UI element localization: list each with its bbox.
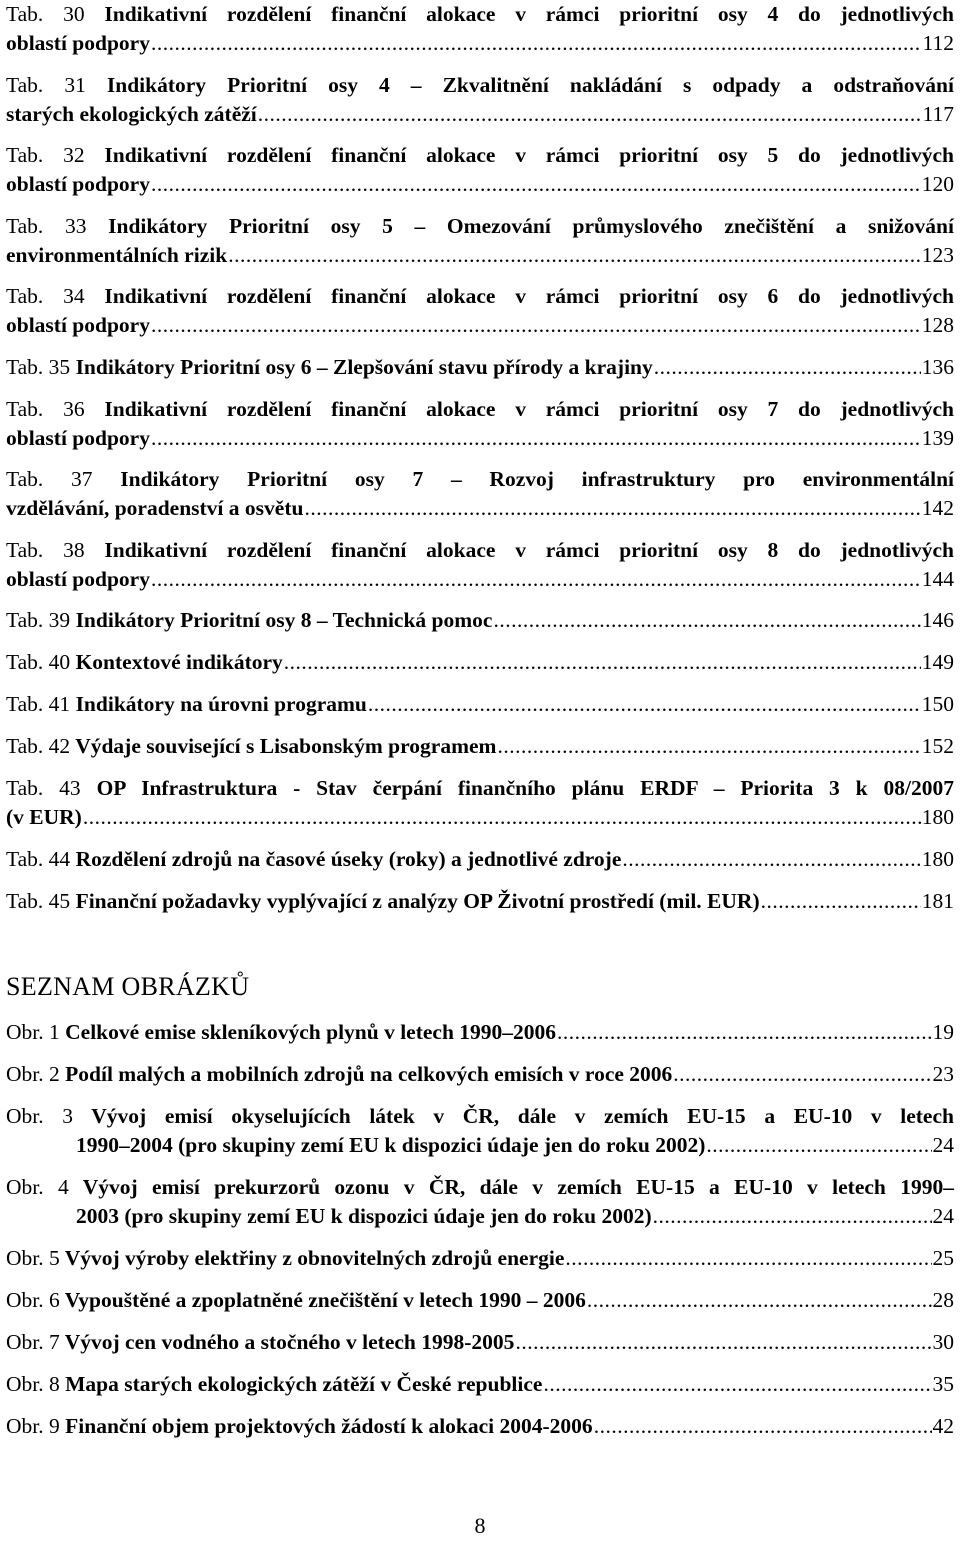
entry-title	[6, 1412, 593, 1441]
entry-last-line	[6, 1131, 954, 1160]
entry-title	[76, 1202, 652, 1231]
figure-entry[interactable]	[6, 1060, 954, 1089]
entry-page-number: 144	[921, 566, 954, 591]
table-entry[interactable]	[6, 0, 954, 58]
entry-last-line	[6, 1370, 954, 1399]
entry-page-number: 112	[922, 31, 954, 55]
entry-title-part: vzdělávání, poradenství a osvětu	[6, 496, 304, 520]
table-list	[6, 0, 954, 929]
entry-title-part: Indikativní rozdělení finanční alokace v rámci prioritní osy 8 do jednotlivých	[104, 537, 954, 562]
entry-last-line	[6, 353, 954, 382]
figure-list	[6, 1018, 954, 1454]
table-entry[interactable]	[6, 141, 954, 199]
dot-leader	[565, 1244, 931, 1273]
figure-entry[interactable]	[6, 1173, 954, 1231]
entry-page-number: 120	[921, 172, 954, 196]
entry-title	[6, 565, 150, 594]
entry-last-line	[6, 1060, 954, 1089]
entry-title-part: Rozdělení zdrojů na časové úseky (roky) a jednotlivé zdroje	[75, 846, 622, 871]
entry-title-part: Kontextové indikátory	[75, 650, 283, 674]
dot-leader	[151, 565, 921, 594]
entry-page-number: 150	[921, 692, 954, 716]
entry-title	[6, 606, 492, 635]
entry-page-number: 149	[921, 650, 954, 674]
entry-title-part: Vývoj emisí okyselujících látek v ČR, dále v zemích EU-15 a EU-10 v letech	[91, 1104, 954, 1128]
entry-title-part: Indikativní rozdělení finanční alokace v rámci prioritní osy 6 do jednotlivých	[104, 284, 954, 308]
table-entry[interactable]	[6, 71, 954, 129]
table-entry[interactable]	[6, 845, 954, 874]
entry-text-line	[6, 212, 954, 241]
dot-leader	[258, 100, 922, 129]
entry-last-line	[6, 690, 954, 719]
entry-text-line	[6, 282, 954, 311]
entry-last-line	[6, 241, 954, 270]
dot-leader	[594, 1412, 932, 1441]
entry-page-number: 28	[932, 1288, 954, 1312]
entry-title	[6, 311, 150, 340]
entry-text-line	[6, 395, 954, 424]
entry-page-number: 23	[932, 1062, 954, 1086]
entry-label: Tab. 39	[6, 608, 71, 632]
entry-label: Tab. 40	[6, 650, 71, 674]
entry-page-number: 180	[921, 805, 954, 829]
page-number: 8	[474, 1513, 486, 1538]
entry-last-line	[6, 1328, 954, 1357]
dot-leader	[497, 732, 920, 761]
entry-title-part: Podíl malých a mobilních zdrojů na celkových emisích v roce 2006	[65, 1062, 673, 1086]
entry-label: Tab. 44	[6, 846, 71, 871]
entry-text-line	[6, 774, 954, 803]
entry-label: Tab. 36	[6, 396, 85, 421]
dot-leader	[151, 311, 921, 340]
entry-title-part: Indikátory Prioritní osy 5 – Omezování průmyslového znečištění a snižování	[108, 213, 954, 238]
entry-label: Tab. 38	[6, 537, 85, 562]
dot-leader	[654, 353, 921, 382]
entry-title	[6, 29, 150, 58]
entry-page-number: 128	[921, 313, 954, 337]
entry-page-number: 123	[921, 242, 954, 267]
entry-title-part: Indikátory na úrovni programu	[75, 692, 367, 716]
figure-entry[interactable]	[6, 1412, 954, 1441]
dot-leader	[228, 241, 921, 270]
entry-title-part: Indikativní rozdělení finanční alokace v rámci prioritní osy 5 do jednotlivých	[104, 143, 954, 167]
entry-label: Obr. 1	[6, 1020, 60, 1044]
entry-title-part: Indikátory Prioritní osy 7 – Rozvoj infrastruktury pro environmentální	[120, 467, 955, 491]
entry-label: Tab. 43	[6, 776, 81, 800]
entry-page-number: 139	[921, 425, 954, 450]
figure-entry[interactable]	[6, 1018, 954, 1047]
entry-label: Obr. 9	[6, 1414, 60, 1438]
entry-title-part: Finanční požadavky vyplývající z analýzy OP Životní prostředí (mil. EUR)	[75, 888, 760, 913]
entry-last-line	[6, 1286, 954, 1315]
entry-label: Obr. 6	[6, 1288, 60, 1312]
entry-page-number: 136	[921, 354, 954, 379]
entry-last-line	[6, 170, 954, 199]
dot-leader	[653, 1202, 932, 1231]
entry-text-line	[6, 141, 954, 170]
entry-title	[6, 1328, 514, 1357]
entry-title-part: Vypouštěné a zpoplatněné znečištění v letech 1990 – 2006	[64, 1288, 586, 1312]
entry-last-line	[6, 606, 954, 635]
entry-label: Obr. 5	[6, 1246, 60, 1270]
dot-leader	[304, 494, 920, 523]
entry-last-line	[6, 887, 954, 916]
entry-title	[6, 803, 82, 832]
entry-label: Tab. 41	[6, 692, 71, 716]
entry-title-part: (v EUR)	[6, 805, 82, 829]
entry-label: Obr. 2	[6, 1062, 60, 1086]
table-entry[interactable]	[6, 690, 954, 719]
entry-title	[6, 845, 621, 874]
table-entry[interactable]	[6, 887, 954, 916]
dot-leader	[368, 690, 921, 719]
entry-title-part: starých ekologických zátěží	[6, 101, 257, 126]
entry-text-line	[6, 71, 954, 100]
entry-title	[6, 353, 653, 382]
table-entry[interactable]	[6, 774, 954, 832]
figure-entry[interactable]	[6, 1286, 954, 1315]
entry-last-line	[6, 803, 954, 832]
entry-last-line	[6, 648, 954, 677]
entry-page-number: 25	[932, 1246, 954, 1270]
entry-title-part: oblastí podpory	[6, 566, 150, 591]
entry-label: Tab. 35	[6, 354, 71, 379]
entry-title	[76, 1131, 705, 1160]
table-entry[interactable]	[6, 395, 954, 453]
table-entry[interactable]	[6, 536, 954, 594]
entry-title-part: 2003 (pro skupiny zemí EU k dispozici údaje jen do roku 2002)	[76, 1204, 652, 1228]
entry-title	[6, 887, 760, 916]
figure-entry[interactable]	[6, 1102, 954, 1160]
entry-title	[6, 1060, 672, 1089]
entry-title-part: Vývoj výroby elektřiny z obnovitelných zdrojů energie	[64, 1246, 565, 1270]
entry-title	[6, 732, 496, 761]
entry-label: Obr. 4	[6, 1175, 69, 1199]
entry-title	[6, 494, 303, 523]
entry-last-line	[6, 100, 954, 129]
table-entry[interactable]	[6, 212, 954, 270]
dot-leader	[587, 1286, 932, 1315]
entry-last-line	[6, 1412, 954, 1441]
entry-last-line	[6, 1018, 954, 1047]
entry-label: Tab. 45	[6, 888, 71, 913]
entry-title-part: oblastí podpory	[6, 425, 150, 450]
entry-last-line	[6, 732, 954, 761]
entry-title	[6, 1286, 586, 1315]
dot-leader	[151, 170, 921, 199]
entry-title-part: oblastí podpory	[6, 172, 150, 196]
table-entry[interactable]	[6, 648, 954, 677]
entry-title-part: Finanční objem projektových žádostí k alokaci 2004-2006	[65, 1414, 593, 1438]
dot-leader	[284, 648, 921, 677]
entry-page-number: 181	[921, 888, 954, 913]
entry-title-part: OP Infrastruktura - Stav čerpání finančního plánu ERDF – Priorita 3 k 08/2007	[96, 776, 954, 800]
entry-title-part: Indikátory Prioritní osy 8 – Technická pomoc	[75, 608, 493, 632]
entry-title	[6, 648, 283, 677]
entry-label: Tab. 37	[6, 467, 93, 491]
entry-title	[6, 1018, 556, 1047]
entry-title-part: environmentálních rizik	[6, 242, 228, 267]
entry-page-number: 152	[921, 734, 954, 758]
entry-title-part: Indikativní rozdělení finanční alokace v rámci prioritní osy 4 do jednotlivých	[104, 2, 954, 26]
figure-entry[interactable]	[6, 1244, 954, 1273]
entry-title	[6, 170, 150, 199]
figure-entry[interactable]	[6, 1370, 954, 1399]
dot-leader	[151, 29, 922, 58]
entry-last-line	[6, 1202, 954, 1231]
entry-page-number: 42	[932, 1414, 954, 1438]
entry-last-line	[6, 565, 954, 594]
entry-title-part: Indikátory Prioritní osy 4 – Zkvalitnění nakládání s odpady a odstraňování	[106, 72, 954, 97]
entry-page-number: 117	[922, 101, 954, 126]
entry-page-number: 146	[921, 608, 954, 632]
entry-title	[6, 1244, 564, 1273]
entry-title-part: oblastí podpory	[6, 313, 150, 337]
entry-title-part: Vývoj emisí prekurzorů ozonu v ČR, dále v zemích EU-15 a EU-10 v letech 1990–	[82, 1175, 954, 1199]
entry-text-line	[6, 465, 954, 494]
table-entry[interactable]	[6, 606, 954, 635]
entry-page-number: 180	[921, 846, 954, 871]
entry-page-number: 24	[932, 1133, 954, 1157]
dot-leader	[706, 1131, 931, 1160]
entry-last-line	[6, 311, 954, 340]
entry-label: Obr. 8	[6, 1372, 60, 1396]
entry-title-part: Mapa starých ekologických zátěží v České republice	[65, 1372, 543, 1396]
entry-title-part: oblastí podpory	[6, 31, 150, 55]
entry-title-part: Indikátory Prioritní osy 6 – Zlepšování stavu přírody a krajiny	[75, 354, 653, 379]
dot-leader	[515, 1328, 931, 1357]
dot-leader	[673, 1060, 931, 1089]
entry-label: Tab. 31	[6, 72, 86, 97]
dot-leader	[761, 887, 921, 916]
entry-last-line	[6, 29, 954, 58]
entry-title-part: Indikativní rozdělení finanční alokace v rámci prioritní osy 7 do jednotlivých	[104, 396, 954, 421]
entry-label: Obr. 7	[6, 1330, 60, 1354]
figures-heading: SEZNAM OBRÁZKŮ	[6, 972, 250, 1001]
entry-title	[6, 424, 150, 453]
table-entry[interactable]	[6, 732, 954, 761]
dot-leader	[543, 1370, 931, 1399]
entry-title	[6, 241, 227, 270]
entry-label: Tab. 30	[6, 2, 85, 26]
dot-leader	[83, 803, 921, 832]
dot-leader	[151, 424, 921, 453]
entry-last-line	[6, 1244, 954, 1273]
entry-text-line	[6, 1102, 954, 1131]
table-entry[interactable]	[6, 282, 954, 340]
entry-label: Tab. 42	[6, 734, 71, 758]
table-entry[interactable]	[6, 353, 954, 382]
entry-title-part: Celkové emise skleníkových plynů v letech 1990–2006	[65, 1020, 557, 1044]
dot-leader	[557, 1018, 931, 1047]
dot-leader	[622, 845, 920, 874]
entry-title-part: Vývoj cen vodného a stočného v letech 1998-2005	[64, 1330, 515, 1354]
entry-page-number: 30	[932, 1330, 954, 1354]
figure-entry[interactable]	[6, 1328, 954, 1357]
entry-title	[6, 1370, 542, 1399]
entry-last-line	[6, 424, 954, 453]
dot-leader	[493, 606, 920, 635]
entry-last-line	[6, 494, 954, 523]
entry-label: Tab. 32	[6, 143, 85, 167]
entry-page-number: 24	[932, 1204, 954, 1228]
entry-title-part: Výdaje související s Lisabonským programem	[75, 734, 497, 758]
entry-label: Tab. 33	[6, 213, 87, 238]
entry-page-number: 35	[932, 1372, 954, 1396]
entry-text-line	[6, 536, 954, 565]
entry-last-line	[6, 845, 954, 874]
entry-title	[6, 690, 367, 719]
entry-title-part: 1990–2004 (pro skupiny zemí EU k dispozici údaje jen do roku 2002)	[76, 1133, 706, 1157]
entry-text-line	[6, 1173, 954, 1202]
entry-label: Tab. 34	[6, 284, 85, 308]
table-entry[interactable]	[6, 465, 954, 523]
entry-text-line	[6, 0, 954, 29]
entry-title	[6, 100, 257, 129]
entry-page-number: 142	[921, 496, 954, 520]
entry-page-number: 19	[932, 1020, 954, 1044]
entry-label: Obr. 3	[6, 1104, 74, 1128]
